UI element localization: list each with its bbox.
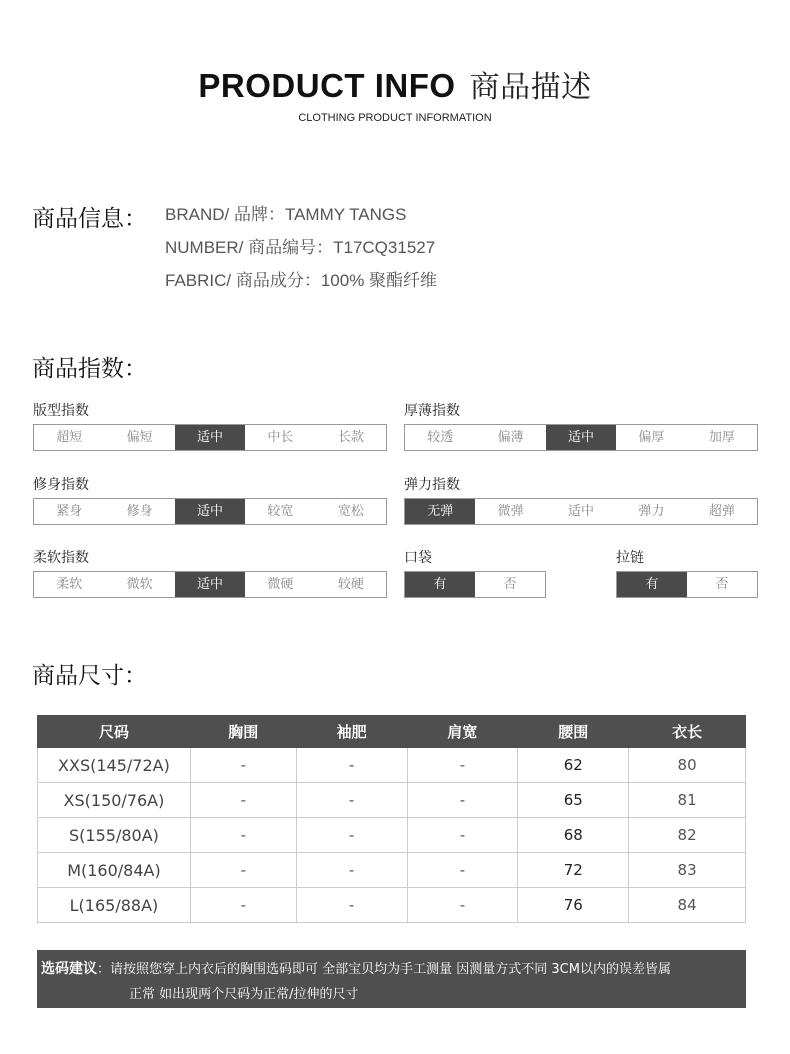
index-option: 较宽	[267, 504, 294, 519]
table-row	[38, 888, 746, 923]
table-cell: -	[190, 853, 296, 888]
size-section-title: 商品尺寸：	[32, 663, 147, 689]
index-option: 否	[503, 577, 517, 592]
table-cell: -	[407, 818, 518, 853]
index-option-bar	[404, 498, 758, 525]
index-option-selected: 适中	[175, 499, 245, 524]
table-cell: -	[407, 783, 518, 818]
index-option-bar	[33, 571, 387, 598]
index-option: 紧身	[56, 504, 83, 519]
index-option: 微软	[126, 577, 153, 592]
index-option: 超短	[56, 430, 83, 445]
info-fabric: FABRIC/ 商品成分：100% 聚酯纤维	[165, 271, 438, 290]
table-cell: -	[296, 748, 407, 783]
table-cell: -	[296, 853, 407, 888]
size-table-header	[38, 716, 746, 748]
index-option-bar	[404, 571, 546, 598]
table-cell: -	[190, 818, 296, 853]
header-length: 衣长	[629, 716, 746, 748]
index-option: 宽松	[337, 504, 364, 519]
index-option-bar	[33, 498, 387, 525]
info-lines	[165, 202, 437, 301]
index-option-bar	[616, 571, 758, 598]
index-option-selected: 有	[617, 572, 687, 597]
index-option: 偏厚	[638, 430, 665, 445]
index-option: 微弹	[497, 504, 524, 519]
index-group-slim	[33, 476, 387, 525]
index-label: 厚薄指数	[404, 403, 460, 419]
index-option: 较硬	[337, 577, 364, 592]
table-row	[38, 748, 746, 783]
table-cell: 80	[629, 748, 746, 783]
table-row	[38, 853, 746, 888]
size-table	[37, 715, 746, 923]
table-row	[38, 783, 746, 818]
table-cell: L(165/88A)	[38, 888, 191, 923]
index-label: 版型指数	[33, 403, 89, 419]
index-group-pocket	[404, 549, 546, 598]
table-cell: 83	[629, 853, 746, 888]
index-option: 柔软	[56, 577, 83, 592]
header-shoulder: 肩宽	[407, 716, 518, 748]
index-option: 长款	[337, 430, 364, 445]
index-group-zipper	[616, 549, 758, 598]
table-cell: -	[407, 748, 518, 783]
index-label: 柔软指数	[33, 550, 89, 566]
size-advice-box	[37, 950, 746, 1008]
table-cell: -	[296, 783, 407, 818]
table-cell: XXS(145/72A)	[38, 748, 191, 783]
header-waist: 腰围	[518, 716, 629, 748]
index-option: 微硬	[267, 577, 294, 592]
table-cell: XS(150/76A)	[38, 783, 191, 818]
index-option: 偏薄	[497, 430, 524, 445]
table-cell: 84	[629, 888, 746, 923]
table-cell: 76	[518, 888, 629, 923]
advice-line-1: ：请按照您穿上内衣后的胸围选码即可 全部宝贝均为手工测量 因测量方式不同 3CM以内的误差皆属	[97, 962, 671, 977]
table-cell: 82	[629, 818, 746, 853]
table-cell: -	[190, 888, 296, 923]
table-row	[38, 818, 746, 853]
table-cell: M(160/84A)	[38, 853, 191, 888]
table-cell: -	[190, 783, 296, 818]
advice-heading: 选码建议	[41, 961, 97, 977]
table-cell: -	[407, 853, 518, 888]
title-en: PRODUCT INFO	[198, 67, 456, 104]
table-cell: 62	[518, 748, 629, 783]
index-option-selected: 有	[405, 572, 475, 597]
title-cn: 商品描述	[469, 70, 592, 105]
info-brand: BRAND/ 品牌：TAMMY TANGS	[165, 205, 407, 224]
header-size: 尺码	[38, 716, 191, 748]
index-option-selected: 适中	[546, 425, 616, 450]
index-option: 超弹	[708, 504, 735, 519]
index-section-title: 商品指数：	[32, 356, 147, 382]
info-number: NUMBER/ 商品编号：T17CQ31527	[165, 238, 436, 257]
index-option-selected: 适中	[175, 425, 245, 450]
index-label: 修身指数	[33, 477, 89, 493]
index-option-selected: 无弹	[405, 499, 475, 524]
page-title	[0, 62, 790, 106]
header-sleeve: 袖肥	[296, 716, 407, 748]
table-cell: -	[407, 888, 518, 923]
table-cell: 72	[518, 853, 629, 888]
advice-line-2: 正常 如出现两个尺码为正常/拉伸的尺寸	[129, 987, 359, 1002]
index-option: 否	[715, 577, 729, 592]
index-option: 弹力	[638, 504, 665, 519]
index-option: 加厚	[708, 430, 735, 445]
index-option-selected: 适中	[175, 572, 245, 597]
index-group-thickness	[404, 402, 758, 451]
index-option: 中长	[267, 430, 294, 445]
index-label: 口袋	[404, 550, 432, 566]
index-label: 弹力指数	[404, 477, 460, 493]
page-header	[0, 62, 790, 124]
info-section-title: 商品信息：	[32, 206, 147, 232]
index-group-fit	[33, 402, 387, 451]
table-cell: -	[296, 818, 407, 853]
header-chest: 胸围	[190, 716, 296, 748]
table-cell: 65	[518, 783, 629, 818]
index-option: 修身	[126, 504, 153, 519]
index-option: 适中	[568, 504, 595, 519]
index-group-elasticity	[404, 476, 758, 525]
table-cell: 68	[518, 818, 629, 853]
table-cell: 81	[629, 783, 746, 818]
index-option-bar	[404, 424, 758, 451]
index-option-bar	[33, 424, 387, 451]
table-cell: S(155/80A)	[38, 818, 191, 853]
index-group-softness	[33, 549, 387, 598]
index-option: 偏短	[126, 430, 153, 445]
index-label: 拉链	[616, 550, 644, 566]
table-cell: -	[190, 748, 296, 783]
page-subtitle: CLOTHING PRODUCT INFORMATION	[298, 112, 492, 124]
index-option: 较透	[427, 430, 454, 445]
table-cell: -	[296, 888, 407, 923]
